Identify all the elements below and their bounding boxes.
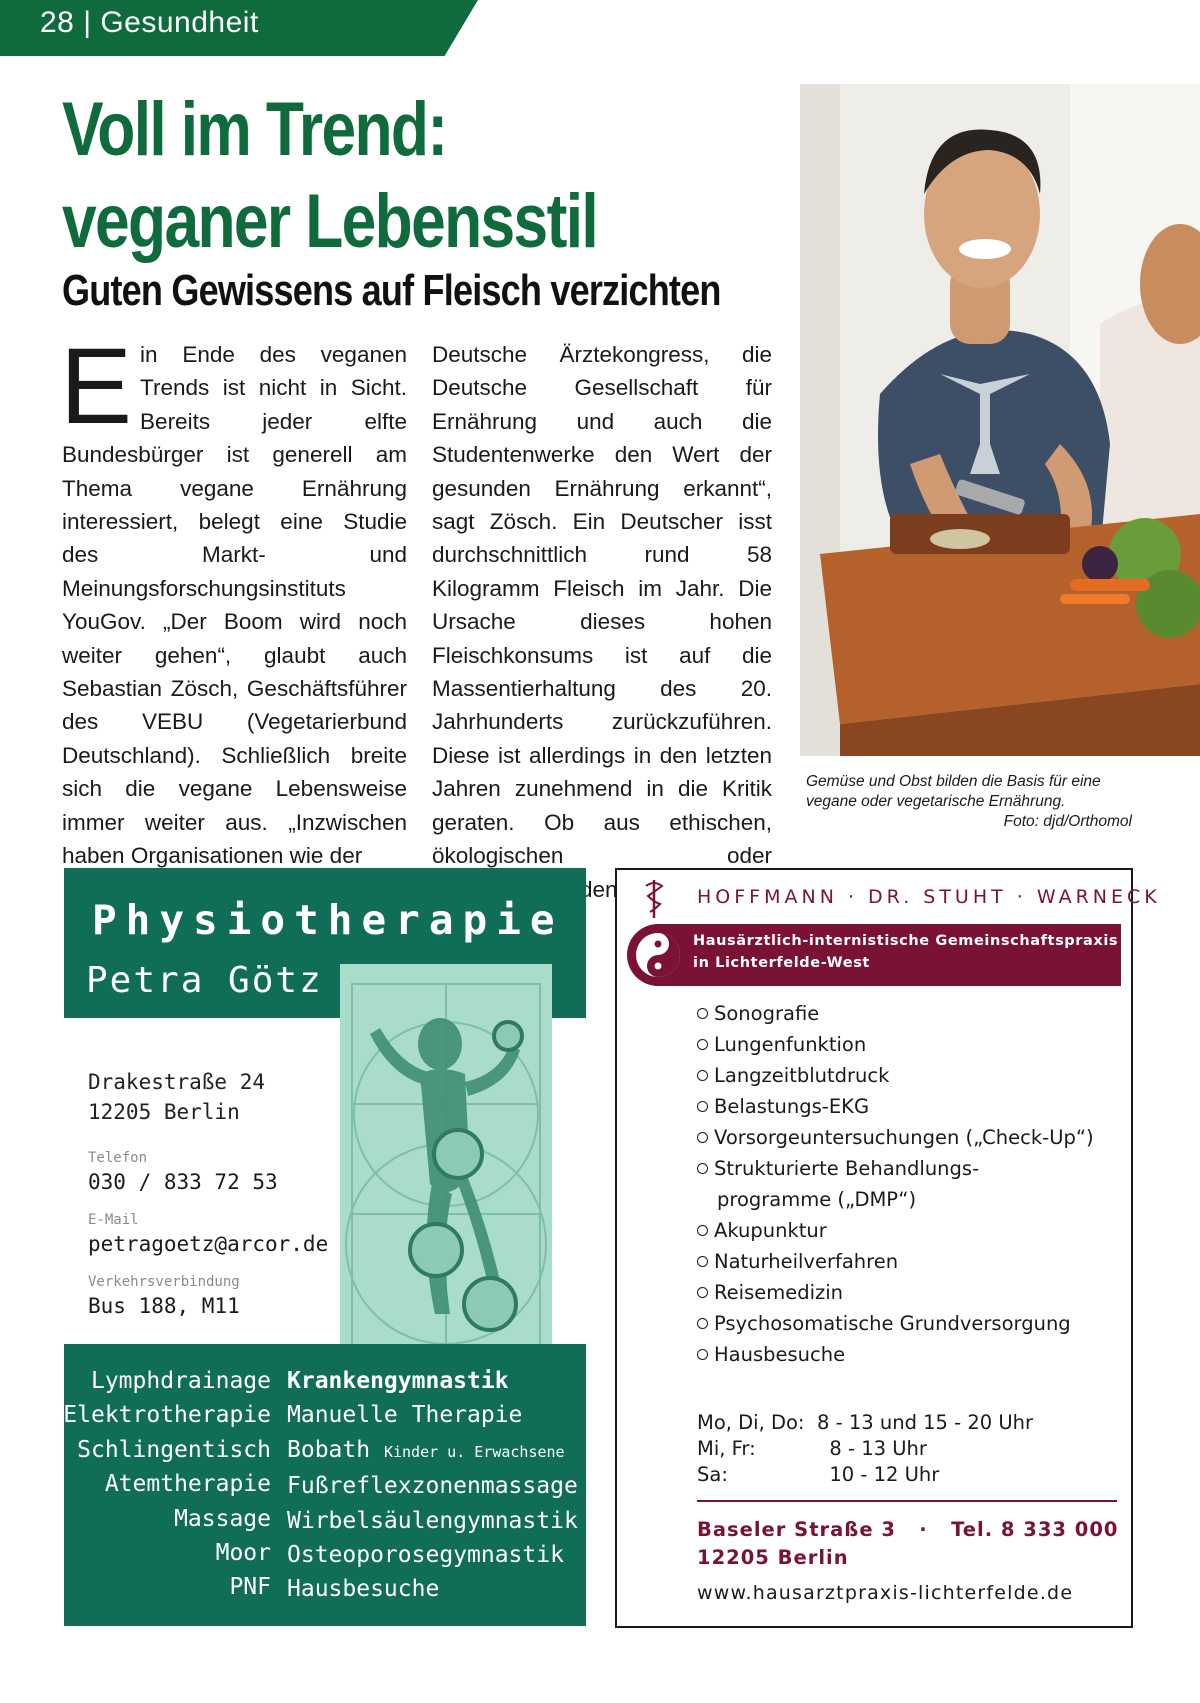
service-label: Hausbesuche: [714, 1343, 846, 1366]
service-label: Strukturierte Behandlungs-: [714, 1157, 980, 1180]
bullet-circle-icon: [697, 1101, 708, 1112]
service-item: Schlingentisch: [77, 1436, 271, 1463]
list-item: [697, 1153, 1094, 1184]
hours-row: [697, 1410, 1033, 1436]
physio-transit: Bus 188, M11: [88, 1294, 240, 1318]
caption-credit: Foto: djd/Orthomol: [1003, 813, 1132, 830]
address-city: 12205 Berlin: [697, 1546, 849, 1569]
physio-figure-box: [340, 964, 552, 1380]
hours-row: [697, 1436, 1033, 1462]
bullet-circle-icon: [697, 1163, 708, 1174]
opening-hours: [697, 1410, 1033, 1488]
bullet-circle-icon: [697, 1349, 708, 1360]
service-label: Psychosomatische Grundversorgung: [714, 1312, 1071, 1335]
practice-location: in Lichterfelde-West: [693, 955, 870, 971]
hours-time: 10 - 12 Uhr: [817, 1463, 940, 1486]
service-label: Akupunktur: [714, 1219, 827, 1242]
service-item: Krankengymnastik: [287, 1368, 509, 1394]
article-photo: [800, 84, 1200, 756]
physio-owner-name: Petra Götz: [86, 960, 323, 1001]
service-item: Osteoporosegymnastik: [287, 1542, 564, 1569]
service-item: Manuelle Therapie: [287, 1402, 523, 1429]
service-item: Bobath: [287, 1436, 371, 1463]
list-item: [697, 1339, 1094, 1370]
service-note: Kinder u. Erwachsene: [383, 1442, 565, 1461]
physio-phone: 030 / 833 72 53: [88, 1170, 278, 1194]
list-item: [697, 1277, 1094, 1308]
doctor-band-text: [693, 930, 1118, 974]
service-label: Langzeitblutdruck: [714, 1064, 890, 1087]
service-item: Atemtherapie: [104, 1471, 271, 1498]
hours-time: 8 - 13 Uhr: [817, 1437, 927, 1460]
service-label: Lungenfunktion: [714, 1033, 867, 1056]
service-label: Vorsorgeuntersuchungen („Check-Up“): [714, 1126, 1094, 1149]
vitruvian-figure-icon: [340, 964, 552, 1380]
article-text-1: in Ende des veganen Trends ist nicht in Sicht. Bereits jeder elfte Bundesbürger ist generell am Thema vegane Ernährung interessiert, belegt eine Studie des Markt- und Meinungsforschungsinstituts YouGov. „Der Boom wird noch weiter gehen“, glaubt auch Sebastian Zösch, Geschäftsführer des VEBU (Vegetarierbund Deutschland). Schließlich breite sich die vegane Lebensweise immer weiter aus. „Inzwischen haben Organisationen wie der: [62, 342, 407, 869]
list-item: [697, 1122, 1094, 1153]
service-item: PNF: [229, 1574, 271, 1601]
physio-street: Drakestraße 24: [88, 1070, 266, 1094]
hours-row: [697, 1462, 1033, 1488]
practice-type: Hausärztlich-internistische Gemeinschaftspraxis: [693, 933, 1119, 949]
physio-email: petragoetz@arcor.de: [88, 1232, 329, 1256]
bullet-circle-icon: [697, 1225, 708, 1236]
dropcap: E: [60, 325, 133, 446]
service-label: programme („DMP“): [717, 1188, 917, 1211]
address-line-1: [697, 1516, 1118, 1544]
physio-services-left: [63, 1364, 271, 1605]
divider: [697, 1500, 1117, 1502]
list-item: [697, 1091, 1094, 1122]
photo-caption: [806, 772, 1132, 832]
bullet-circle-icon: [697, 1256, 708, 1267]
article-column-1: [60, 325, 407, 873]
list-item-continuation: [697, 1184, 1094, 1215]
list-item: [697, 998, 1094, 1029]
address-street: Baseler Straße 3: [697, 1518, 896, 1541]
service-item: Elektrotherapie: [63, 1402, 271, 1429]
bullet-circle-icon: [697, 1287, 708, 1298]
headline-line-1: Voll im Trend:: [62, 87, 447, 172]
bullet-circle-icon: [697, 1008, 708, 1019]
hours-day: Mi, Fr:: [697, 1437, 756, 1460]
bullet-circle-icon: [697, 1132, 708, 1143]
hours-day: Sa:: [697, 1463, 728, 1486]
service-item: Wirbelsäulengymnastik: [287, 1507, 578, 1534]
list-item: [697, 1215, 1094, 1246]
physio-transit-label: Verkehrsverbindung: [88, 1274, 240, 1290]
service-item: Lymphdrainage: [90, 1368, 271, 1394]
subheadline: Guten Gewissens auf Fleisch verzichten: [62, 266, 721, 315]
doctor-phone: Tel. 8 333 000: [951, 1518, 1119, 1541]
list-item: [697, 1060, 1094, 1091]
section-label: 28 | Gesundheit: [40, 6, 259, 39]
bullet-circle-icon: [697, 1039, 708, 1050]
yin-yang-icon: [633, 930, 683, 980]
service-item-bobath: [287, 1433, 578, 1469]
separator-dot: ·: [919, 1518, 928, 1541]
physio-city: 12205 Berlin: [88, 1100, 240, 1124]
bullet-circle-icon: [697, 1318, 708, 1329]
physiotherapy-ad: [64, 868, 586, 1626]
service-label: Belastungs-EKG: [714, 1095, 870, 1118]
list-item: [697, 1246, 1094, 1277]
doctor-practice-ad: [615, 868, 1161, 1628]
doctor-website: www.hausarztpraxis-lichterfelde.de: [697, 1582, 1074, 1604]
service-item: Moor: [215, 1540, 271, 1567]
hours-time: 8 - 13 und 15 - 20 Uhr: [817, 1411, 1034, 1434]
physio-title: Physiotherapie: [92, 896, 564, 944]
caduceus-icon: [639, 876, 669, 920]
article-column-2: Deutsche Ärztekongress, die Deutsche Gesellschaft für Ernährung und auch die Studentenwerke den Wert der gesunden Ernährung erkannt“, sagt Zösch. Ein Deutscher isst durchschnittlich rund 58 Kilogramm Fleisch im Jahr. Die Ursache dieses hohen Fleischkonsums ist auf die Massentierhaltung des 20. Jahrhunderts zurückzuführen. Diese ist allerdings in den letzten Jahren zunehmend in die Kritik geraten. Ob aus ethischen, ökologischen oder: [432, 342, 772, 869]
headline: [62, 84, 598, 268]
service-item: Massage: [174, 1505, 271, 1532]
physio-phone-label: Telefon: [88, 1150, 148, 1166]
bullet-circle-icon: [697, 1070, 708, 1081]
physio-services-panel: [64, 1344, 586, 1626]
list-item: [697, 1029, 1094, 1060]
service-label: Naturheilverfahren: [714, 1250, 899, 1273]
physio-services-right: [287, 1364, 578, 1607]
physio-email-label: E-Mail: [88, 1212, 139, 1228]
doctor-services-list: [697, 998, 1094, 1370]
service-item: Hausbesuche: [287, 1576, 440, 1603]
service-label: Sonografie: [714, 1002, 820, 1025]
doctor-names: HOFFMANN · DR. STUHT · WARNECK: [697, 886, 1161, 908]
service-label: Reisemedizin: [714, 1281, 844, 1304]
headline-line-2: veganer Lebensstil: [62, 179, 598, 264]
hours-day: Mo, Di, Do:: [697, 1411, 805, 1434]
service-item: Fußreflexzonenmassage: [287, 1473, 578, 1500]
doctor-address: [697, 1516, 1118, 1572]
kitchen-photo-illustration: [800, 84, 1200, 756]
list-item: [697, 1308, 1094, 1339]
caption-text: Gemüse und Obst bilden die Basis für eine vegane oder vegetarische Ernährung.: [806, 773, 1101, 810]
